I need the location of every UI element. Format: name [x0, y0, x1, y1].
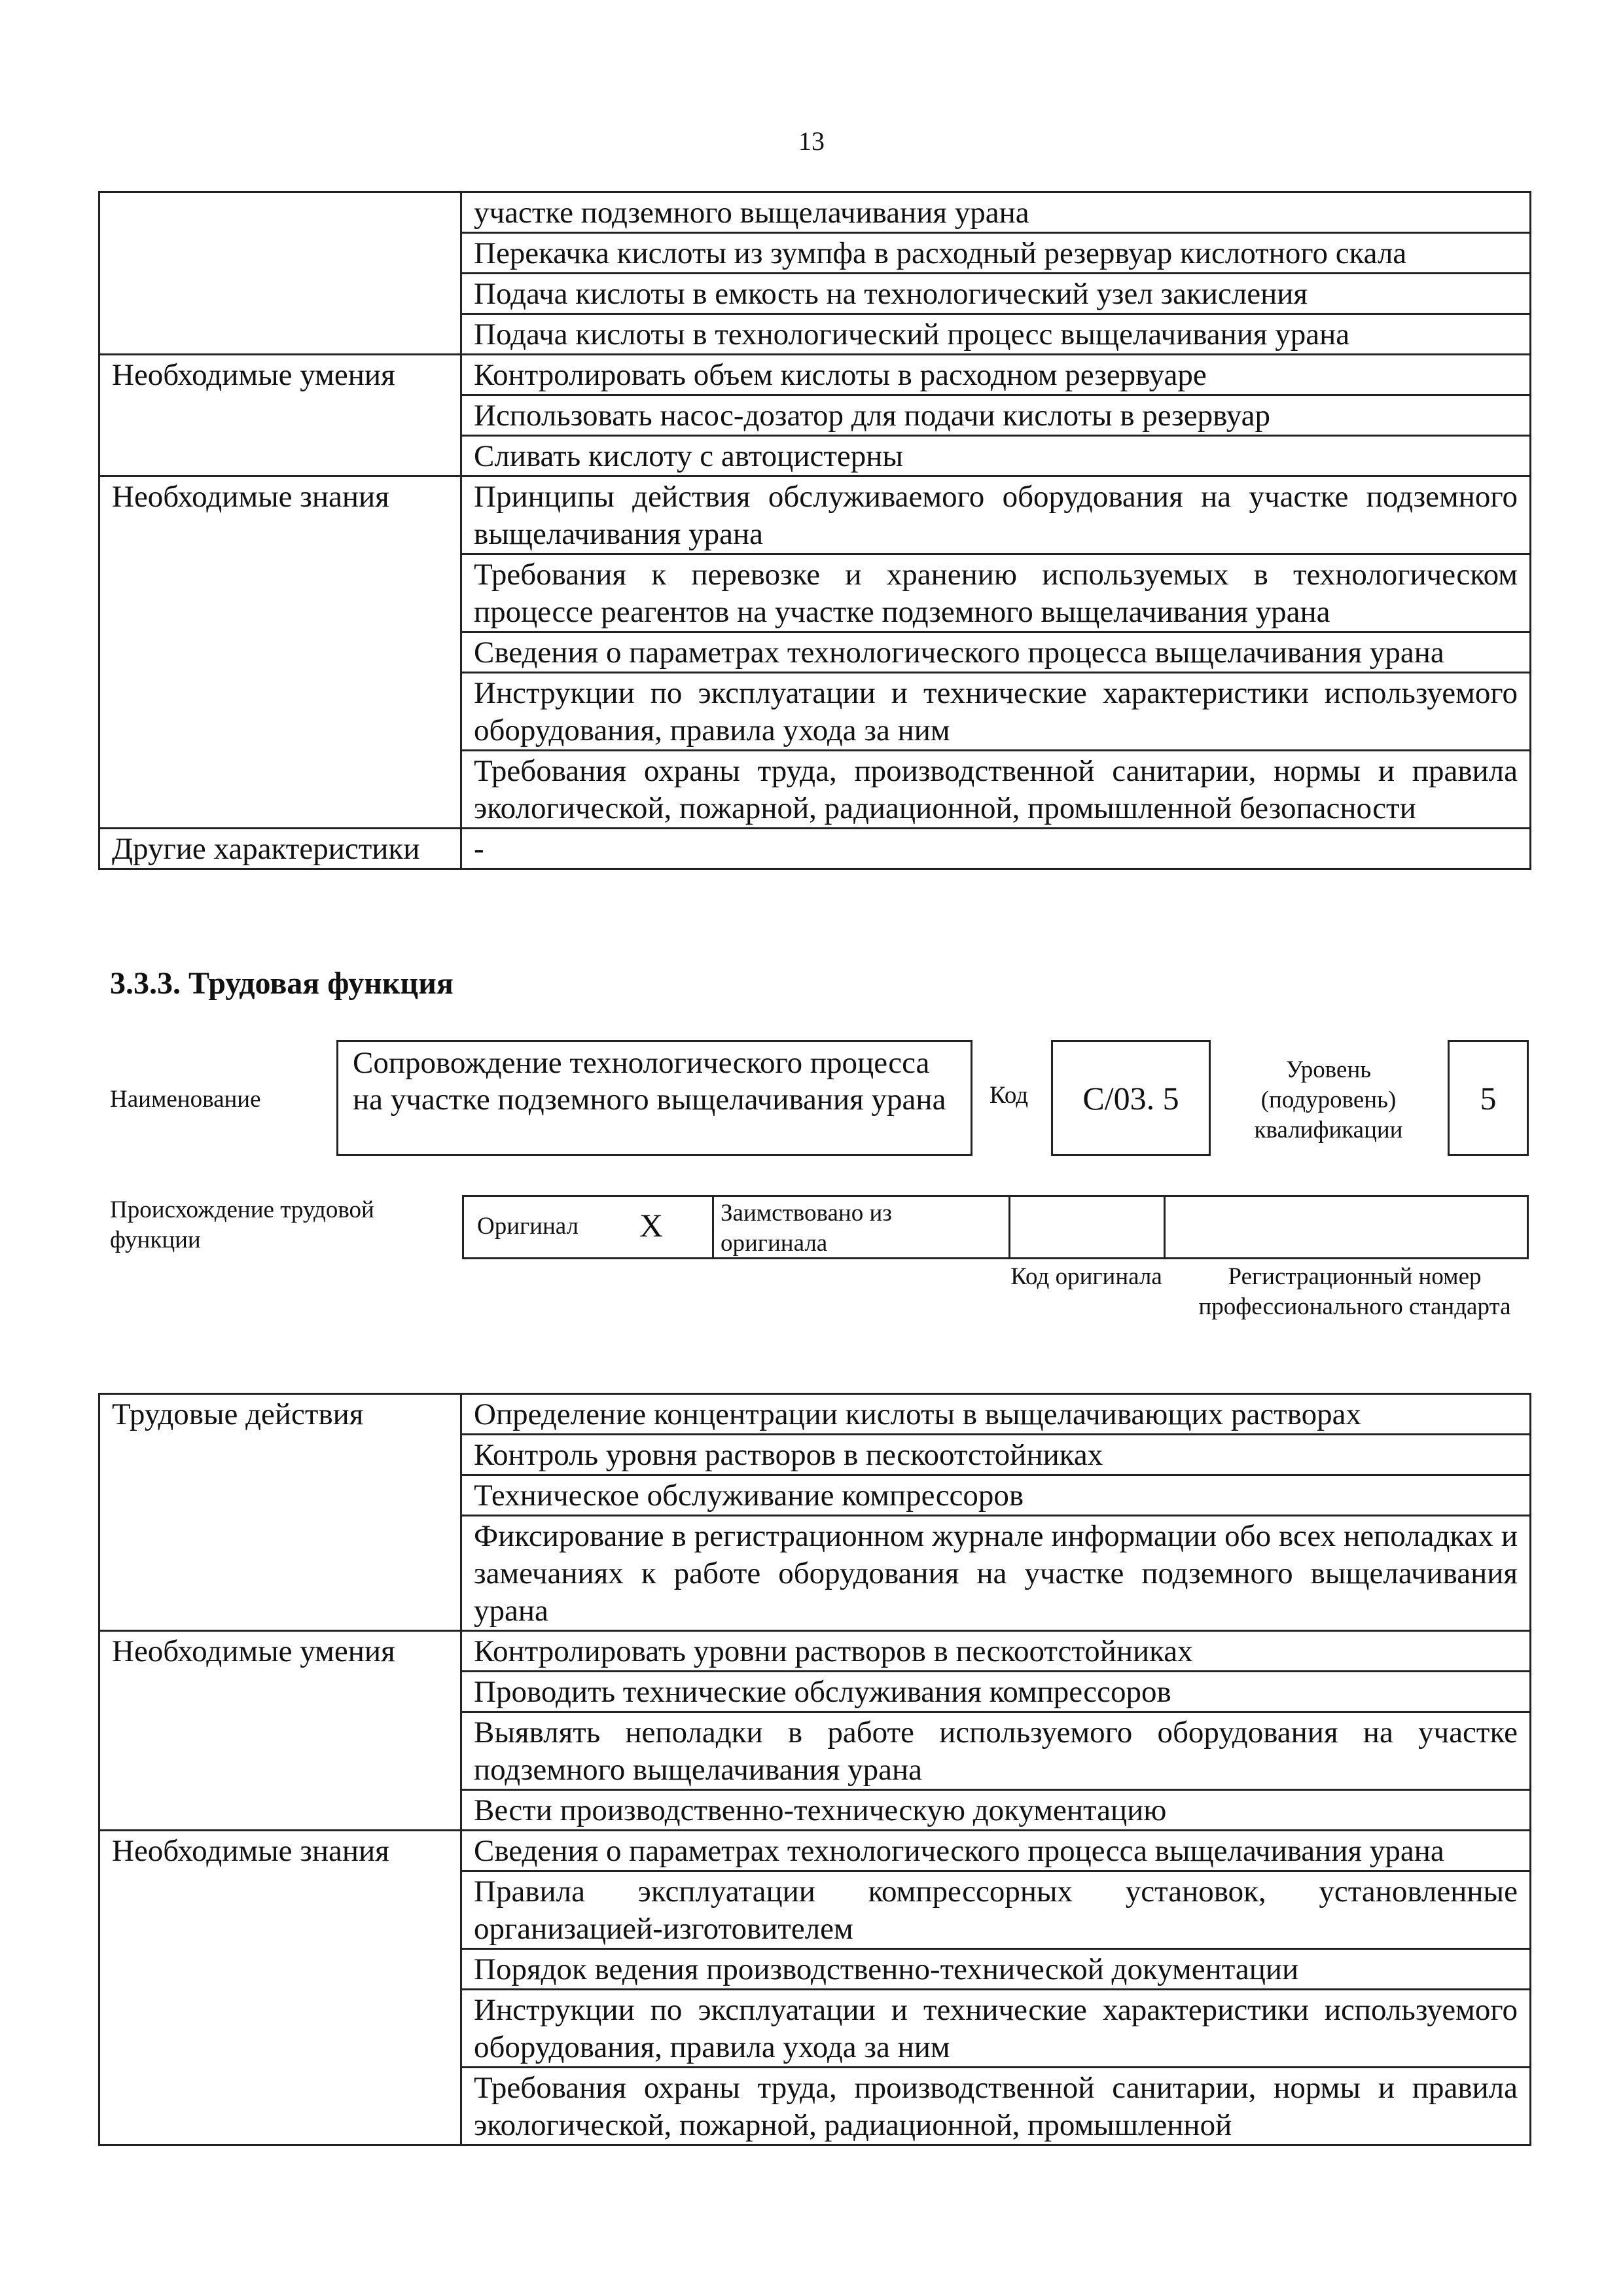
row-item-cell: Выявлять неполадки в работе используемого оборудования на участке подземного выщелачивания урана	[461, 1712, 1531, 1790]
row-item-cell: Правила эксплуатации компрессорных установок, установленные организацией-изготовителем	[461, 1871, 1531, 1949]
row-label-cell: Необходимые умения	[99, 1631, 461, 1831]
row-item-cell: Использовать насос-дозатор для подачи кислоты в резервуар	[461, 395, 1531, 436]
row-item-cell: Порядок ведения производственно-технической документации	[461, 1949, 1531, 1990]
function-code-value: С/03. 5	[1082, 1079, 1179, 1117]
row-item-cell: Контролировать уровни растворов в пескоотстойниках	[461, 1631, 1531, 1672]
table-row	[99, 192, 1531, 233]
row-label-cell: Необходимые знания	[99, 1831, 461, 2145]
origin-label: Происхождение трудовой функции	[110, 1196, 374, 1253]
function-code-box	[1051, 1040, 1211, 1156]
level-box	[1448, 1040, 1529, 1156]
row-item-cell: Требования охраны труда, производственной санитарии, нормы и правила экологической, пожарной, радиационной, промышленной	[461, 2068, 1531, 2145]
row-item-cell: Сведения о параметрах технологического процесса выщелачивания урана	[461, 632, 1531, 673]
original-label: Оригинал	[477, 1213, 579, 1240]
code-label: Код	[990, 1082, 1029, 1109]
function-name-box	[336, 1040, 972, 1156]
row-item-cell: Подача кислоты в технологический процесс выщелачивания урана	[461, 314, 1531, 355]
section-title: 3.3.3. Трудовая функция	[110, 966, 454, 1001]
row-item-cell: участке подземного выщелачивания урана	[461, 192, 1531, 233]
row-item-cell: Контроль уровня растворов в пескоотстойниках	[461, 1435, 1531, 1475]
table-row	[99, 829, 1531, 869]
function-name-value: Сопровождение технологического процесса на участке подземного выщелачивания урана	[353, 1046, 946, 1117]
row-item-cell: -	[461, 829, 1531, 869]
level-value: 5	[1480, 1079, 1497, 1117]
row-item-cell: Вести производственно-техническую документацию	[461, 1790, 1531, 1831]
row-item-cell: Подача кислоты в емкость на технологический узел закисления	[461, 274, 1531, 314]
row-item-cell: Сливать кислоту с автоцистерны	[461, 436, 1531, 476]
row-item-cell: Контролировать объем кислоты в расходном резервуаре	[461, 355, 1531, 395]
original-mark: X	[639, 1207, 664, 1244]
original-code-caption: Код оригинала	[1010, 1263, 1162, 1290]
row-item-cell: Перекачка кислоты из зумпфа в расходный резервуар кислотного скала	[461, 233, 1531, 274]
table-row	[99, 1831, 1531, 1871]
row-item-cell: Требования охраны труда, производственной санитарии, нормы и правила экологической, пожарной, радиационной, промышленной безопасности	[461, 751, 1531, 829]
row-item-cell: Принципы действия обслуживаемого оборудования на участке подземного выщелачивания урана	[461, 476, 1531, 554]
row-item-cell: Техническое обслуживание компрессоров	[461, 1475, 1531, 1516]
borrowed-label: Заимствовано из оригинала	[721, 1200, 892, 1257]
row-label-cell: Трудовые действия	[99, 1394, 461, 1631]
row-label-cell: Другие характеристики	[99, 829, 461, 869]
table-row	[99, 476, 1531, 554]
requirements-table-continued	[98, 191, 1531, 870]
row-item-cell: Инструкции по эксплуатации и технические характеристики используемого оборудования, правила ухода за ним	[461, 673, 1531, 751]
table-row	[99, 355, 1531, 395]
row-item-cell: Проводить технические обслуживания компрессоров	[461, 1672, 1531, 1712]
row-label-cell: Необходимые знания	[99, 476, 461, 829]
row-item-cell: Инструкции по эксплуатации и технические характеристики используемого оборудования, правила ухода за ним	[461, 1990, 1531, 2068]
page-number: 13	[798, 126, 825, 156]
row-label-cell: Необходимые умения	[99, 355, 461, 476]
registration-number-cell	[1166, 1197, 1527, 1257]
origin-original-cell	[464, 1197, 714, 1257]
table-row	[99, 1394, 1531, 1435]
row-label-cell	[99, 192, 461, 355]
level-label: Уровень (подуровень) квалификации	[1254, 1056, 1403, 1143]
table-row	[99, 1631, 1531, 1672]
origin-box	[462, 1195, 1529, 1259]
labor-function-table	[98, 1393, 1531, 2146]
name-label: Наименование	[110, 1086, 261, 1113]
original-code-cell	[1008, 1197, 1166, 1257]
row-item-cell: Определение концентрации кислоты в выщелачивающих растворах	[461, 1394, 1531, 1435]
row-item-cell: Сведения о параметрах технологического процесса выщелачивания урана	[461, 1831, 1531, 1871]
row-item-cell: Требования к перевозке и хранению используемых в технологическом процессе реагентов на участке подземного выщелачивания урана	[461, 554, 1531, 632]
row-item-cell: Фиксирование в регистрационном журнале информации обо всех неполадках и замечаниях к работе оборудования на участке подземного выщелачивания урана	[461, 1516, 1531, 1631]
registration-number-caption: Регистрационный номер профессионального стандарта	[1198, 1263, 1511, 1320]
